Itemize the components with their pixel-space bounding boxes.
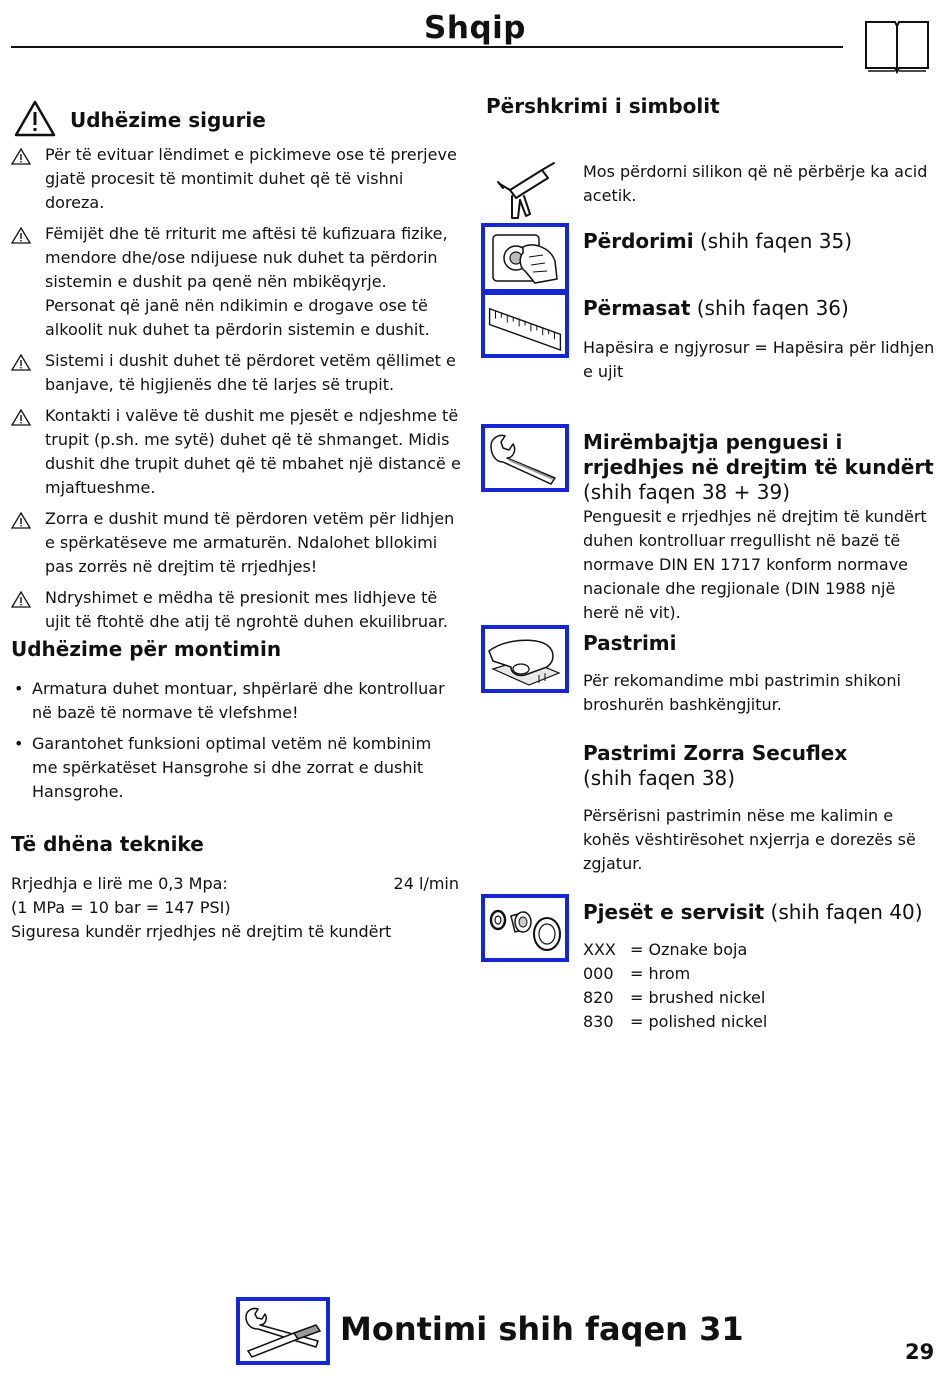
tools-icon xyxy=(240,1301,326,1361)
legend-code: XXX xyxy=(583,940,616,959)
spare-parts-heading xyxy=(583,900,935,925)
flow-value: 24 l/min xyxy=(393,874,459,893)
maintenance-title-line1: Mirëmbajtja penguesi i xyxy=(583,430,843,454)
list-item: Zorra e dushit mund të përdoren vetëm për lidhjen e spërkatëseve me armaturën. Ndalohet bllokimi pas zorrës në drejtim të rrjedhjes! xyxy=(11,507,461,579)
list-item: Ndryshimet e mëdha të presionit mes lidhjeve të ujit të ftohtë dhe atij të ngrohtë duhen ekuilibruar. xyxy=(11,586,461,634)
legend-desc: = brushed nickel xyxy=(630,988,766,1007)
legend-row xyxy=(583,986,935,1010)
secuflex-section xyxy=(583,741,935,876)
flow-row xyxy=(11,872,459,896)
list-item: • Garantohet funksioni optimal vetëm në kombinim me spërkatëset Hansgrohe si dhe zorrat e dushit Hansgrohe. xyxy=(14,734,432,801)
legend-code: 820 xyxy=(583,988,614,1007)
safety-heading: Udhëzime sigurie xyxy=(70,108,266,132)
spare-parts-title: Pjesët e servisit xyxy=(583,900,765,924)
footer-icon-box xyxy=(236,1297,330,1365)
maintenance-text: Penguesit e rrjedhjes në drejtim të kundërt duhen kontrolluar rregullisht në bazë të normave DIN EN 1717 konform normave nacionale dhe regjionale (DIN 1988 një herë në vit). xyxy=(583,507,927,622)
open-book-icon xyxy=(864,18,930,76)
spare-parts-ref: (shih faqen 40) xyxy=(764,900,923,924)
warning-triangle-icon xyxy=(11,591,31,608)
usage-ref: (shih faqen 35) xyxy=(693,229,852,253)
secuflex-ref: (shih faqen 38) xyxy=(583,766,736,790)
warning-triangle-icon xyxy=(11,148,31,165)
dimensions-icon-box xyxy=(481,291,569,358)
list-item: • Armatura duhet montuar, shpërlarë dhe kontrolluar në bazë të normave të vlefshme! xyxy=(14,679,445,722)
wrench-icon xyxy=(485,428,565,488)
warning-triangle-icon xyxy=(11,512,31,529)
warning-triangle-icon xyxy=(14,100,56,138)
legend-code: 000 xyxy=(583,964,614,983)
backflow-note: Siguresa kundër rrjedhjes në drejtim të kundërt xyxy=(11,922,392,941)
mounting-heading: Udhëzime për montimin xyxy=(11,637,282,661)
flow-label: Rrjedhja e lirë me 0,3 Mpa: xyxy=(11,874,228,893)
legend-row xyxy=(583,1010,935,1034)
legend-code: 830 xyxy=(583,1012,614,1031)
usage-icon-box xyxy=(481,223,569,293)
header-divider xyxy=(11,46,843,48)
maintenance-ref: (shih faqen 38 + 39) xyxy=(583,480,790,504)
color-legend xyxy=(583,938,935,1034)
pressure-note: (1 MPa = 10 bar = 147 PSI) xyxy=(11,898,231,917)
secuflex-text: Përsërisni pastrimin nëse me kalimin e kohës vështirësohet nxjerrja e dorezës së zgjatur. xyxy=(583,806,916,873)
hand-wiping-icon xyxy=(485,629,565,689)
silicone-gun-icon xyxy=(490,160,560,222)
warning-triangle-icon xyxy=(11,227,31,244)
cleaning-icon-box xyxy=(481,625,569,693)
list-item: Fëmijët dhe të rriturit me aftësi të kufizuara fizike, mendore dhe/ose ndijuese nuk duhet ta përdorin sistemin e dushit pa qenë nën mbikëqyrje. Personat që janë nën ndikimin e drogave ose të alkoolit nuk duhet ta përdorin sistemin e dushit. xyxy=(11,222,461,342)
cleaning-section xyxy=(583,631,935,717)
safety-list xyxy=(11,143,461,641)
legend-desc: = polished nickel xyxy=(630,1012,768,1031)
secuflex-title: Pastrimi Zorra Secuflex xyxy=(583,741,848,765)
dimensions-title: Përmasat xyxy=(583,296,691,320)
list-item: Sistemi i dushit duhet të përdoret vetëm qëllimet e banjave, të higjienës dhe të larjes së trupit. xyxy=(11,349,461,397)
spare-parts-icon-box xyxy=(481,894,569,962)
maintenance-title-line2: rrjedhjes në drejtim të kundërt xyxy=(583,455,934,479)
page-number: 29 xyxy=(905,1340,935,1364)
legend-row xyxy=(583,962,935,986)
mounting-list xyxy=(11,677,461,811)
hand-on-control-icon xyxy=(485,227,565,289)
list-item: Për të evituar lëndimet e pickimeve ose të prerjeve gjatë procesit të montimit duhet që të vishni doreza. xyxy=(11,143,461,215)
technical-heading: Të dhëna teknike xyxy=(11,832,204,856)
maintenance-section xyxy=(583,430,935,625)
maintenance-icon-box xyxy=(481,424,569,492)
spare-parts-icon xyxy=(485,898,565,958)
page-title: Shqip xyxy=(424,10,526,46)
dimensions-text: Hapësira e ngjyrosur = Hapësira për lidhjen e ujit xyxy=(583,338,935,381)
cleaning-title: Pastrimi xyxy=(583,631,677,655)
symbols-heading: Përshkrimi i simbolit xyxy=(486,94,720,118)
cleaning-text: Për rekomandime mbi pastrimin shikoni broshurën bashkëngjitur. xyxy=(583,671,901,714)
dimensions-heading xyxy=(583,296,935,321)
usage-title: Përdorimi xyxy=(583,229,694,253)
warning-triangle-icon xyxy=(11,354,31,371)
technical-data xyxy=(11,872,459,944)
silicone-text: Mos përdorni silikon që në përbërje ka acid acetik. xyxy=(583,162,928,205)
warning-triangle-icon xyxy=(11,409,31,426)
usage-heading xyxy=(583,229,935,254)
bullet: • xyxy=(14,734,24,753)
footer-text: Montimi shih faqen 31 xyxy=(340,1310,744,1348)
legend-desc: = hrom xyxy=(630,964,691,983)
dimensions-ref: (shih faqen 36) xyxy=(690,296,849,320)
legend-row xyxy=(583,938,935,962)
spare-parts-section xyxy=(583,900,935,1034)
list-item: Kontakti i valëve të dushit me pjesët e ndjeshme të trupit (p.sh. me sytë) duhet që të shmanget. Midis dushit dhe trupit duhet që të mbahet një distancë e mjaftueshme. xyxy=(11,404,461,500)
ruler-icon xyxy=(485,295,565,354)
bullet: • xyxy=(14,679,24,698)
legend-desc: = Oznake boja xyxy=(630,940,748,959)
